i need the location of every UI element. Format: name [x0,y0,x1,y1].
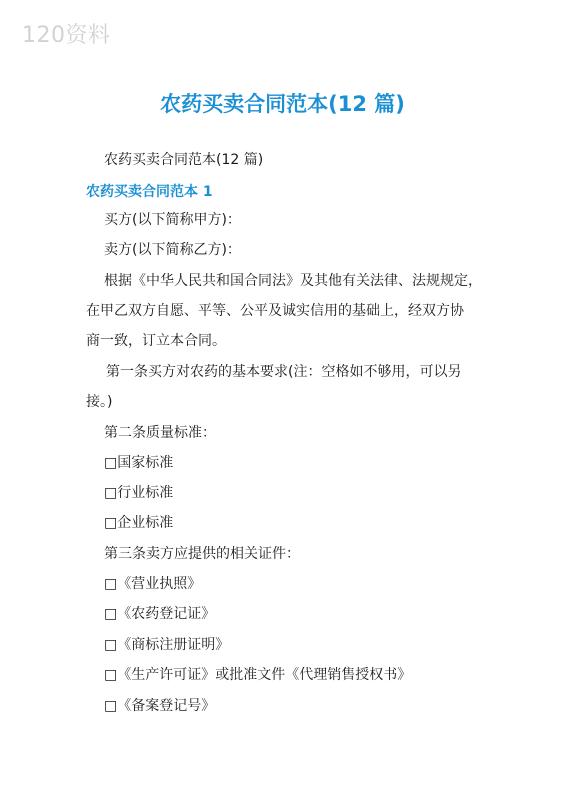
quality-option-enterprise: □企业标准 [104,515,174,531]
buyer-line: 买方(以下简称甲方)： [104,212,241,228]
intro-line-3: 商一致，订立本合同。 [86,333,226,349]
intro-line-2: 在甲乙双方自愿、平等、公平及诚实信用的基础上，经双方协 [86,303,464,319]
quality-option-industry: □行业标准 [104,485,174,501]
article-2: 第二条质量标准： [104,425,216,441]
quality-option-national: □国家标准 [104,455,174,471]
document-title: 农药买卖合同范本(12 篇) [160,92,405,116]
certificate-production-license: □《生产许可证》或批准文件《代理销售授权书》 [104,667,412,683]
article-3: 第三条卖方应提供的相关证件： [104,546,300,562]
intro-line-1: 根据《中华人民共和国合同法》及其他有关法律、法规规定， [104,273,482,289]
article-1-line-1: 第一条买方对农药的基本要求(注：空格如不够用，可以另 [106,364,462,380]
section-heading: 农药买卖合同范本 1 [86,184,213,200]
certificate-trademark: □《商标注册证明》 [104,637,230,653]
certificate-business-license: □《营业执照》 [104,576,202,592]
certificate-pesticide-registration: □《农药登记证》 [104,606,216,622]
seller-line: 卖方(以下简称乙方)： [104,242,241,258]
watermark: 120资料 [22,23,111,48]
article-1-line-2: 接。) [86,394,113,410]
certificate-filing-number: □《备案登记号》 [104,698,216,714]
document-subtitle: 农药买卖合同范本(12 篇) [104,152,264,168]
